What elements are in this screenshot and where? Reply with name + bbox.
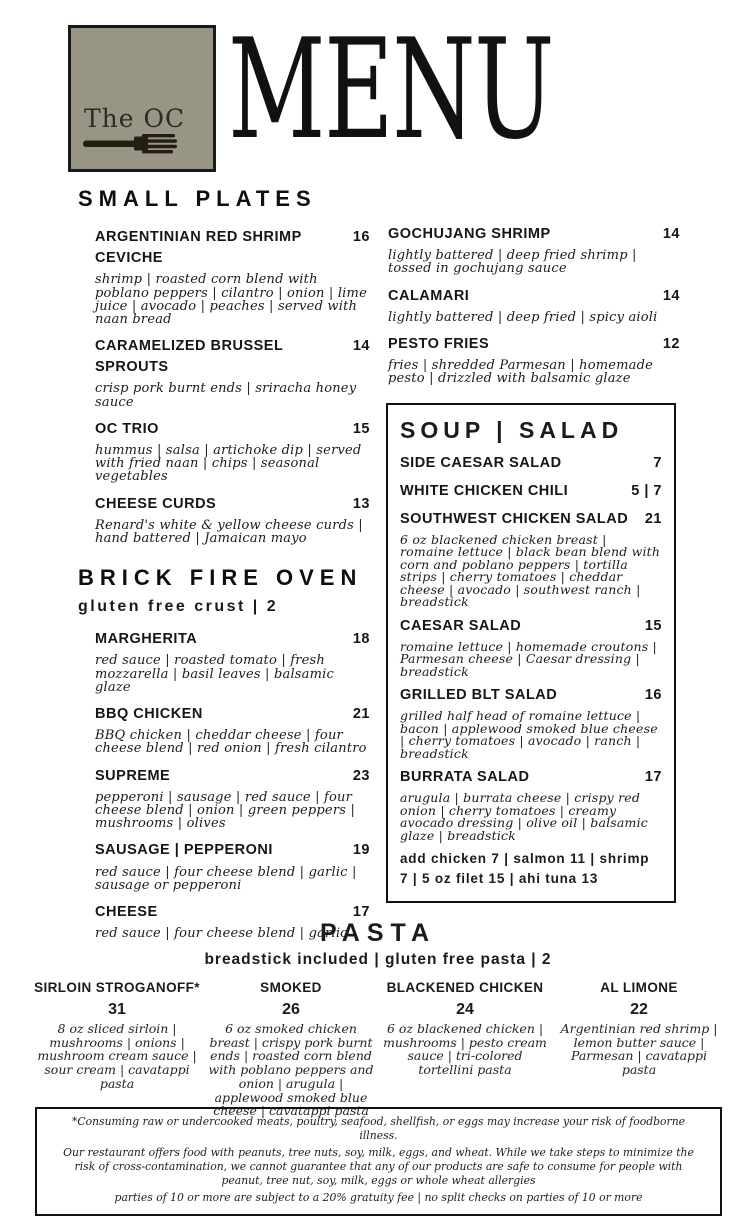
- item-description: fries | shredded Parmesan | homemade pesto | drizzled with balsamic glaze: [388, 357, 654, 387]
- menu-item: [95, 840, 370, 892]
- item-price: 14: [662, 226, 680, 242]
- item-name: SIDE CAESAR SALAD: [400, 454, 562, 471]
- item-price: 24: [456, 1000, 474, 1018]
- item-price: 21: [644, 510, 662, 527]
- item-price: 23: [352, 767, 370, 784]
- item-price: 26: [282, 1000, 300, 1018]
- item-price: 15: [352, 420, 370, 437]
- item-price: 16: [644, 687, 662, 704]
- menu-item: [400, 767, 662, 842]
- brick-fire-oven-note: gluten free crust | 2: [78, 598, 279, 616]
- item-name: MARGHERITA: [95, 631, 198, 648]
- item-description: arugula | burrata cheese | crispy red onion | cherry tomatoes | creamy avocado dressing | olive oil | balsamic glaze | breadstick: [400, 790, 649, 843]
- item-price: 19: [352, 842, 370, 859]
- page-title: MENU: [228, 9, 554, 170]
- item-name: PESTO FRIES: [388, 335, 490, 352]
- section-heading-small-plates: SMALL PLATES: [78, 186, 317, 211]
- menu-item: [388, 286, 680, 324]
- menu-item: [95, 336, 370, 409]
- right-column: [388, 224, 680, 903]
- item-name: ARGENTINIAN RED SHRIMP CEVICHE: [95, 229, 302, 267]
- menu-item: [400, 509, 662, 609]
- item-name: SIRLOIN STROGANOFF*: [34, 980, 200, 995]
- menu-item: [388, 224, 680, 276]
- item-price: 7: [653, 454, 662, 471]
- item-price: 21: [352, 706, 370, 723]
- item-name: SOUTHWEST CHICKEN SALAD: [400, 510, 629, 527]
- item-price: 14: [352, 338, 370, 355]
- item-description: red sauce | four cheese blend | garlic | sausage or pepperoni: [95, 864, 357, 893]
- item-description: red sauce | four cheese blend | garlic: [95, 926, 348, 942]
- item-description: Argentinian red shrimp | lemon butter sauce | Parmesan | cavatappi pasta: [560, 1020, 718, 1078]
- item-description: pepperoni | sausage | red sauce | four cheese blend | onion | green peppers | mushrooms | olives: [95, 789, 356, 832]
- menu-item: [95, 227, 370, 326]
- item-price: 14: [662, 287, 680, 304]
- item-description: 6 oz smoked chicken breast | crispy pork burnt ends | roasted corn blend with poblano peppers and onion | arugula | applewood smoked blue cheese | cavatappi pasta: [208, 1020, 374, 1119]
- item-name: SAUSAGE | PEPPERONI: [95, 842, 273, 859]
- section-heading-soup-salad: SOUP | SALAD: [400, 417, 624, 444]
- item-name: GOCHUJANG SHRIMP: [388, 226, 551, 242]
- item-description: 8 oz sliced sirloin | mushrooms | onions | mushroom cream sauce | sour cream | cavatappi pasta: [37, 1020, 197, 1091]
- item-description: romaine lettuce | homemade croutons | Parmesan cheese | Caesar dressing | breadstick: [400, 638, 657, 679]
- menu-item: [95, 494, 370, 546]
- item-description: hummus | salsa | artichoke dip | served with fried naan | chips | seasonal vegetables: [95, 442, 362, 485]
- item-description: lightly battered | deep fried shrimp | tossed in gochujang sauce: [388, 248, 637, 277]
- item-price: 18: [352, 631, 370, 648]
- menu-item: [206, 979, 376, 1118]
- menu-item: [400, 685, 662, 760]
- item-description: 6 oz blackened chicken breast | romaine lettuce | black bean blend with corn and poblano peppers | tortilla strips | cherry tomatoes | cheddar cheese | avocado | southwest ranch | breadstick: [400, 531, 661, 610]
- pasta-columns: [0, 979, 756, 1118]
- pasta-note: breadstick included | gluten free pasta | 2: [204, 951, 552, 968]
- menu-item: [400, 481, 662, 502]
- item-description: crisp pork burnt ends | sriracha honey sauce: [95, 381, 357, 410]
- item-description: grilled half head of romaine lettuce | bacon | applewood smoked blue cheese | cherry tomatoes | avocado | ranch | breadstick: [400, 708, 658, 761]
- salad-addons: add chicken 7 | salmon 11 | shrimp 7 | 5 oz filet 15 | ahi tuna 13: [400, 851, 650, 887]
- item-name: CAESAR SALAD: [400, 617, 522, 634]
- item-name: BURRATA SALAD: [400, 769, 530, 786]
- brick-fire-oven-items: [78, 629, 370, 940]
- fork-icon: [82, 132, 182, 160]
- item-price: 15: [644, 617, 662, 634]
- item-name: AL LIMONE: [600, 980, 678, 995]
- disclaimer-allergens: Our restaurant offers food with peanuts, tree nuts, soy, milk, eggs, and wheat. While we take steps to minimize the risk of cross-contamination, we cannot guarantee that any of our products are safe to consume for people with peanut, tree nut, soy, milk, eggs or whole wheat allergies: [63, 1146, 694, 1188]
- menu-item: [388, 334, 680, 386]
- item-price: 13: [352, 495, 370, 512]
- item-description: BBQ chicken | cheddar cheese | four cheese blend | red onion | fresh cilantro: [95, 728, 367, 757]
- menu-item: [95, 629, 370, 694]
- small-plates-right-items: [388, 224, 680, 385]
- small-plates-left-items: [78, 227, 370, 545]
- item-price: 5 | 7: [631, 482, 662, 499]
- item-price: 16: [352, 229, 370, 246]
- section-heading-brick-fire-oven: BRICK FIRE OVEN: [78, 565, 363, 591]
- item-name: SMOKED: [260, 980, 322, 995]
- item-name: CHEESE CURDS: [95, 495, 217, 512]
- item-name: CARAMELIZED BRUSSEL SPROUTS: [95, 338, 284, 376]
- menu-item: [32, 979, 202, 1118]
- item-price: 17: [352, 904, 370, 920]
- menu-item: [380, 979, 550, 1118]
- menu-item: [95, 419, 370, 484]
- item-price: 31: [108, 1000, 126, 1018]
- soup-salad-box: [386, 403, 676, 902]
- disclaimer-gratuity: parties of 10 or more are subject to a 20% gratuity fee | no split checks on parties of 10 or more: [114, 1191, 643, 1205]
- item-price: 17: [644, 769, 662, 786]
- item-description: shrimp | roasted corn blend with poblano peppers | cilantro | onion | lime juice | avocado | peaches | served with naan bread: [95, 272, 367, 328]
- item-description: 6 oz blackened chicken | mushrooms | pesto cream sauce | tri-colored tortellini pasta: [383, 1020, 547, 1078]
- menu-item: [95, 766, 370, 831]
- item-price: 22: [630, 1000, 648, 1018]
- logo-brand-text: The OC: [84, 104, 186, 133]
- menu-item: [95, 704, 370, 756]
- item-description: red sauce | roasted tomato | fresh mozzarella | basil leaves | balsamic glaze: [95, 653, 334, 695]
- item-description: lightly battered | deep fried | spicy aioli: [388, 309, 658, 325]
- item-name: BBQ CHICKEN: [95, 706, 203, 723]
- left-column: [78, 186, 370, 950]
- item-name: SUPREME: [95, 767, 171, 784]
- item-name: GRILLED BLT SALAD: [400, 687, 558, 704]
- disclaimer-consuming: *Consuming raw or undercooked meats, poultry, seafood, shellfish, or eggs may increase your risk of foodborne illness.: [71, 1115, 686, 1143]
- item-name: WHITE CHICKEN CHILI: [400, 482, 569, 499]
- section-heading-pasta: PASTA: [319, 919, 437, 947]
- item-name: OC TRIO: [95, 420, 159, 437]
- item-description: Renard's white & yellow cheese curds | hand battered | Jamaican mayo: [95, 517, 363, 546]
- menu-item: [400, 616, 662, 679]
- menu-item: [554, 979, 724, 1118]
- pasta-section: [0, 918, 756, 1118]
- menu-item: [400, 453, 662, 474]
- item-name: CALAMARI: [388, 287, 470, 304]
- item-price: 12: [662, 335, 680, 352]
- restaurant-logo: [68, 25, 216, 172]
- item-name: BLACKENED CHICKEN: [386, 980, 544, 995]
- item-name: CHEESE: [95, 904, 158, 920]
